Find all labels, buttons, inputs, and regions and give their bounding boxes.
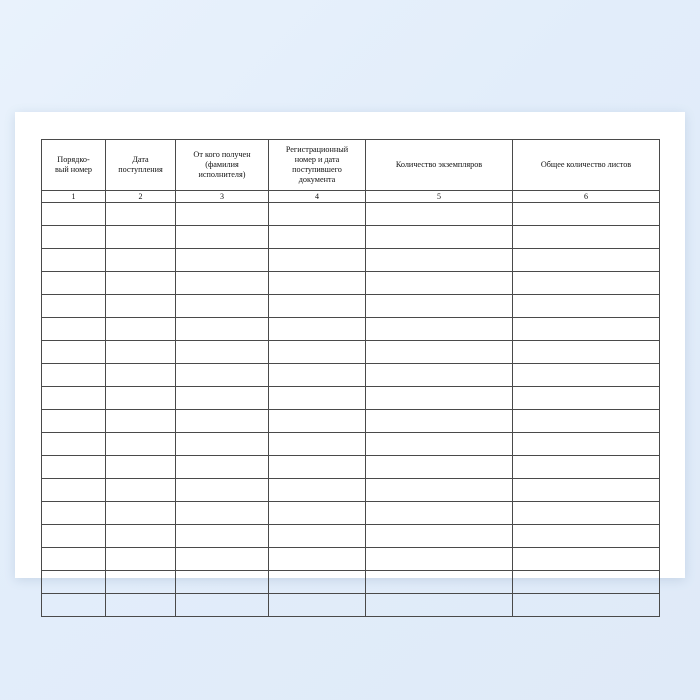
table-cell[interactable] <box>366 341 513 364</box>
table-cell[interactable] <box>269 318 366 341</box>
table-cell[interactable] <box>366 249 513 272</box>
table-cell[interactable] <box>42 548 106 571</box>
column-header-receipt-date <box>106 140 176 191</box>
table-cell[interactable] <box>42 525 106 548</box>
header-line: исполнителя) <box>198 170 246 179</box>
table-cell[interactable] <box>176 364 269 387</box>
table-cell[interactable] <box>176 272 269 295</box>
table-row <box>42 479 660 502</box>
table-row <box>42 410 660 433</box>
column-number-cell: 6 <box>513 191 660 203</box>
table-cell[interactable] <box>176 525 269 548</box>
header-line: поступления <box>118 165 163 174</box>
column-number-cell: 2 <box>106 191 176 203</box>
table-cell[interactable] <box>366 548 513 571</box>
table-cell[interactable] <box>176 410 269 433</box>
table-cell[interactable] <box>106 479 176 502</box>
header-line: Регистрационный <box>285 145 349 154</box>
table-header-row <box>42 140 660 191</box>
table-cell[interactable] <box>42 295 106 318</box>
table-cell[interactable] <box>42 502 106 525</box>
column-number-cell: 3 <box>176 191 269 203</box>
table-cell[interactable] <box>176 295 269 318</box>
table-row <box>42 548 660 571</box>
table-cell[interactable] <box>42 456 106 479</box>
table-cell[interactable] <box>42 341 106 364</box>
table-cell[interactable] <box>366 203 513 226</box>
table-cell[interactable] <box>106 410 176 433</box>
table-cell[interactable] <box>366 272 513 295</box>
column-header-received-from <box>176 140 269 191</box>
table-cell[interactable] <box>366 410 513 433</box>
table-cell[interactable] <box>176 226 269 249</box>
header-line: вый номер <box>54 165 93 174</box>
table-cell[interactable] <box>269 295 366 318</box>
table-cell[interactable] <box>513 341 660 364</box>
table-cell[interactable] <box>176 433 269 456</box>
table-cell[interactable] <box>513 295 660 318</box>
table-cell[interactable] <box>106 318 176 341</box>
table-cell[interactable] <box>269 456 366 479</box>
table-row <box>42 318 660 341</box>
table-cell[interactable] <box>513 387 660 410</box>
column-number-cell: 4 <box>269 191 366 203</box>
table-cell[interactable] <box>513 272 660 295</box>
table-cell[interactable] <box>42 433 106 456</box>
table-cell[interactable] <box>366 318 513 341</box>
table-cell[interactable] <box>42 226 106 249</box>
table-cell[interactable] <box>269 249 366 272</box>
column-header-copies-count <box>366 140 513 191</box>
table-cell[interactable] <box>269 410 366 433</box>
table-cell[interactable] <box>366 456 513 479</box>
column-number-row <box>42 191 660 203</box>
table-cell[interactable] <box>269 364 366 387</box>
table-cell[interactable] <box>176 548 269 571</box>
header-line: номер и дата <box>294 155 340 164</box>
table-cell[interactable] <box>106 272 176 295</box>
table-cell[interactable] <box>269 594 366 617</box>
table-cell[interactable] <box>269 272 366 295</box>
table-cell[interactable] <box>42 364 106 387</box>
table-cell[interactable] <box>176 249 269 272</box>
table-cell[interactable] <box>513 594 660 617</box>
header-line: Общее количество листов <box>540 160 632 169</box>
table-row <box>42 525 660 548</box>
table-cell[interactable] <box>366 226 513 249</box>
table-cell[interactable] <box>366 364 513 387</box>
table-cell[interactable] <box>106 594 176 617</box>
table-cell[interactable] <box>106 249 176 272</box>
header-line: Порядко- <box>57 155 90 164</box>
table-cell[interactable] <box>513 249 660 272</box>
table-cell[interactable] <box>366 433 513 456</box>
column-header-total-sheets <box>513 140 660 191</box>
table-body <box>42 203 660 617</box>
table-cell[interactable] <box>513 364 660 387</box>
table-cell[interactable] <box>106 456 176 479</box>
column-number-cell: 5 <box>366 191 513 203</box>
table-cell[interactable] <box>513 433 660 456</box>
table-cell[interactable] <box>42 479 106 502</box>
table-cell[interactable] <box>42 594 106 617</box>
table-cell[interactable] <box>106 226 176 249</box>
table-row <box>42 341 660 364</box>
table-cell[interactable] <box>269 387 366 410</box>
paper-sheet <box>15 112 685 578</box>
table-cell[interactable] <box>269 226 366 249</box>
table-cell[interactable] <box>106 364 176 387</box>
header-line: Количество экземпляров <box>395 160 483 169</box>
table-cell[interactable] <box>106 525 176 548</box>
table-cell[interactable] <box>176 318 269 341</box>
table-cell[interactable] <box>42 249 106 272</box>
table-cell[interactable] <box>176 341 269 364</box>
table-cell[interactable] <box>513 410 660 433</box>
table-cell[interactable] <box>269 203 366 226</box>
registration-journal-table <box>41 139 660 617</box>
table-cell[interactable] <box>269 548 366 571</box>
header-line: (фамилия <box>205 160 239 169</box>
table-cell[interactable] <box>106 341 176 364</box>
table-cell[interactable] <box>269 571 366 594</box>
table-cell[interactable] <box>513 525 660 548</box>
table-container <box>41 139 659 617</box>
table-cell[interactable] <box>176 479 269 502</box>
table-cell[interactable] <box>366 502 513 525</box>
table-row <box>42 594 660 617</box>
table-cell[interactable] <box>42 318 106 341</box>
table-row <box>42 226 660 249</box>
table-cell[interactable] <box>513 226 660 249</box>
table-cell[interactable] <box>42 203 106 226</box>
table-cell[interactable] <box>176 203 269 226</box>
table-cell[interactable] <box>269 479 366 502</box>
header-line: поступившего <box>292 165 342 174</box>
table-cell[interactable] <box>513 318 660 341</box>
column-header-registration-number-date <box>269 140 366 191</box>
table-row <box>42 203 660 226</box>
table-cell[interactable] <box>366 387 513 410</box>
column-header-order-number <box>42 140 106 191</box>
table-cell[interactable] <box>106 387 176 410</box>
header-line: Дата <box>132 155 149 164</box>
table-cell[interactable] <box>513 502 660 525</box>
header-line: документа <box>298 175 336 184</box>
table-cell[interactable] <box>513 456 660 479</box>
table-cell[interactable] <box>176 571 269 594</box>
table-cell[interactable] <box>106 433 176 456</box>
table-cell[interactable] <box>42 410 106 433</box>
table-cell[interactable] <box>513 548 660 571</box>
header-line: От кого получен <box>193 150 251 159</box>
table-cell[interactable] <box>176 387 269 410</box>
table-cell[interactable] <box>106 502 176 525</box>
column-number-cell: 1 <box>42 191 106 203</box>
table-cell[interactable] <box>366 525 513 548</box>
table-cell[interactable] <box>176 502 269 525</box>
table-cell[interactable] <box>106 548 176 571</box>
table-cell[interactable] <box>366 571 513 594</box>
table-cell[interactable] <box>513 203 660 226</box>
table-cell[interactable] <box>176 594 269 617</box>
table-cell[interactable] <box>106 571 176 594</box>
table-cell[interactable] <box>42 387 106 410</box>
table-row <box>42 387 660 410</box>
table-cell[interactable] <box>366 295 513 318</box>
table-cell[interactable] <box>366 594 513 617</box>
table-cell[interactable] <box>106 203 176 226</box>
table-cell[interactable] <box>269 433 366 456</box>
table-row <box>42 272 660 295</box>
table-cell[interactable] <box>269 502 366 525</box>
table-cell[interactable] <box>176 456 269 479</box>
table-row <box>42 364 660 387</box>
table-cell[interactable] <box>513 479 660 502</box>
table-row <box>42 456 660 479</box>
table-row <box>42 433 660 456</box>
table-cell[interactable] <box>513 571 660 594</box>
table-row <box>42 295 660 318</box>
table-row <box>42 571 660 594</box>
table-cell[interactable] <box>366 479 513 502</box>
table-cell[interactable] <box>269 525 366 548</box>
table-cell[interactable] <box>42 571 106 594</box>
table-cell[interactable] <box>42 272 106 295</box>
table-row <box>42 502 660 525</box>
table-cell[interactable] <box>106 295 176 318</box>
table-cell[interactable] <box>269 341 366 364</box>
table-row <box>42 249 660 272</box>
